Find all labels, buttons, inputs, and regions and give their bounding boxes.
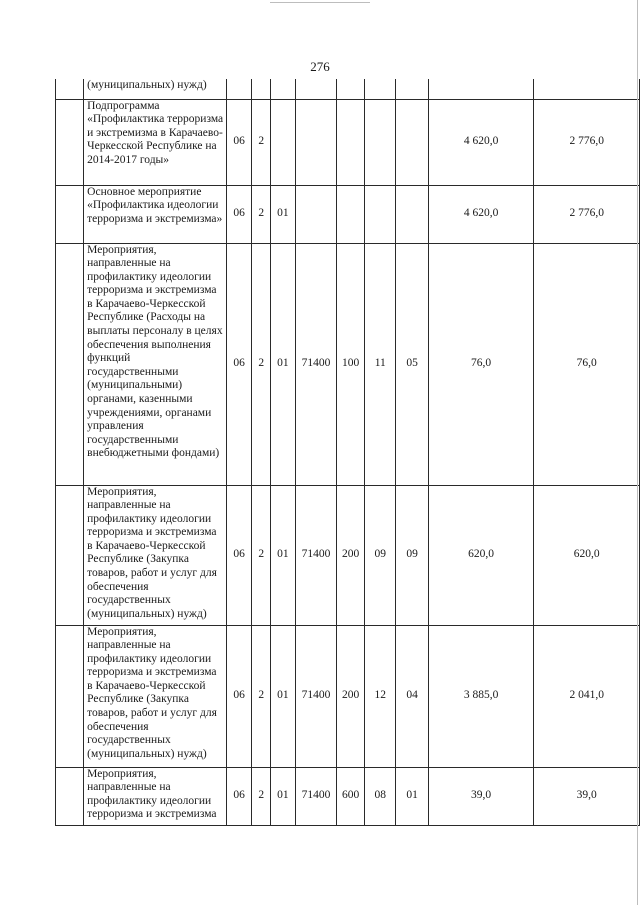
code-cell (271, 99, 296, 185)
code-cell: 05 (396, 243, 428, 485)
table-row (56, 99, 640, 185)
item-name-cell: Мероприятия, направленные на профилактику идеологии терроризма и экстремизма в Карачаево-Черкесской Республике (Закупка товаров, работ и услуг для обеспечения государственных (муниципальных) нужд) (84, 625, 227, 767)
code-cell: 06 (226, 99, 252, 185)
amount-cell: 76,0 (428, 243, 534, 485)
code-cell: 100 (337, 243, 365, 485)
row-number-cell (56, 243, 84, 485)
code-cell (252, 79, 271, 99)
amount-cell: 3 885,0 (428, 625, 534, 767)
page-number: 276 (310, 59, 330, 74)
table-row (56, 185, 640, 243)
item-name-cell: Мероприятия, направленные на профилактику идеологии терроризма и экстремизма (84, 767, 227, 825)
amount-cell: 620,0 (534, 485, 640, 625)
code-cell: 200 (337, 625, 365, 767)
code-cell: 06 (226, 767, 252, 825)
code-cell: 06 (226, 625, 252, 767)
code-cell: 2 (252, 767, 271, 825)
row-number-cell (56, 767, 84, 825)
code-cell: 2 (252, 485, 271, 625)
amount-cell: 2 776,0 (534, 99, 640, 185)
amount-cell (534, 79, 640, 99)
code-cell (396, 99, 428, 185)
code-cell: 01 (271, 625, 296, 767)
code-cell (295, 79, 337, 99)
code-cell (365, 99, 396, 185)
code-cell: 01 (271, 767, 296, 825)
item-name-cell: Мероприятия, направленные на профилактику идеологии терроризма и экстремизма в Карачаево-Черкесской Республике (Закупка товаров, работ и услуг для обеспечения государственных (муниципальных) нужд) (84, 485, 227, 625)
code-cell (396, 185, 428, 243)
code-cell: 2 (252, 625, 271, 767)
code-cell: 09 (365, 485, 396, 625)
row-number-cell (56, 625, 84, 767)
amount-cell: 39,0 (428, 767, 534, 825)
table-row (56, 243, 640, 485)
code-cell: 2 (252, 243, 271, 485)
code-cell (337, 99, 365, 185)
scan-edge-line (637, 0, 638, 905)
code-cell (271, 79, 296, 99)
code-cell: 71400 (295, 485, 337, 625)
code-cell (295, 185, 337, 243)
code-cell: 71400 (295, 243, 337, 485)
table-row (56, 485, 640, 625)
code-cell (365, 79, 396, 99)
amount-cell (428, 79, 534, 99)
row-number-cell (56, 79, 84, 99)
code-cell: 01 (396, 767, 428, 825)
amount-cell: 4 620,0 (428, 99, 534, 185)
code-cell (226, 79, 252, 99)
code-cell: 01 (271, 185, 296, 243)
code-cell: 08 (365, 767, 396, 825)
code-cell (396, 79, 428, 99)
code-cell: 12 (365, 625, 396, 767)
code-cell: 11 (365, 243, 396, 485)
item-name-cell: Мероприятия, направленные на профилактику идеологии терроризма и экстремизма в Карачаево-Черкесской Республике (Расходы на выплаты персоналу в целях обеспечения выполнения функций государственными (муниципальными) органами, казенными учреждениями, органами управления государственными внебюджетными фондами) (84, 243, 227, 485)
item-name-cell: Основное мероприятие «Профилактика идеологии терроризма и экстремизма» (84, 185, 227, 243)
amount-cell: 39,0 (534, 767, 640, 825)
amount-cell: 76,0 (534, 243, 640, 485)
code-cell (365, 185, 396, 243)
table-row (56, 767, 640, 825)
amount-cell: 4 620,0 (428, 185, 534, 243)
scan-dash-mark (270, 2, 370, 3)
item-name-cell: (муниципальных) нужд) (84, 79, 227, 99)
code-cell: 06 (226, 243, 252, 485)
code-cell: 2 (252, 99, 271, 185)
budget-table (55, 79, 640, 826)
row-number-cell (56, 485, 84, 625)
item-name-cell: Подпрограмма «Профилактика терроризма и экстремизма в Карачаево-Черкесской Республике на 2014-2017 годы» (84, 99, 227, 185)
code-cell: 06 (226, 485, 252, 625)
code-cell (337, 185, 365, 243)
row-number-cell (56, 185, 84, 243)
code-cell: 71400 (295, 625, 337, 767)
code-cell: 04 (396, 625, 428, 767)
code-cell: 200 (337, 485, 365, 625)
amount-cell: 2 776,0 (534, 185, 640, 243)
table-row (56, 625, 640, 767)
row-number-cell (56, 99, 84, 185)
code-cell: 2 (252, 185, 271, 243)
code-cell (295, 99, 337, 185)
code-cell: 600 (337, 767, 365, 825)
code-cell: 01 (271, 243, 296, 485)
table-row (56, 79, 640, 99)
amount-cell: 620,0 (428, 485, 534, 625)
code-cell: 06 (226, 185, 252, 243)
code-cell: 09 (396, 485, 428, 625)
code-cell: 01 (271, 485, 296, 625)
code-cell (337, 79, 365, 99)
code-cell: 71400 (295, 767, 337, 825)
amount-cell: 2 041,0 (534, 625, 640, 767)
